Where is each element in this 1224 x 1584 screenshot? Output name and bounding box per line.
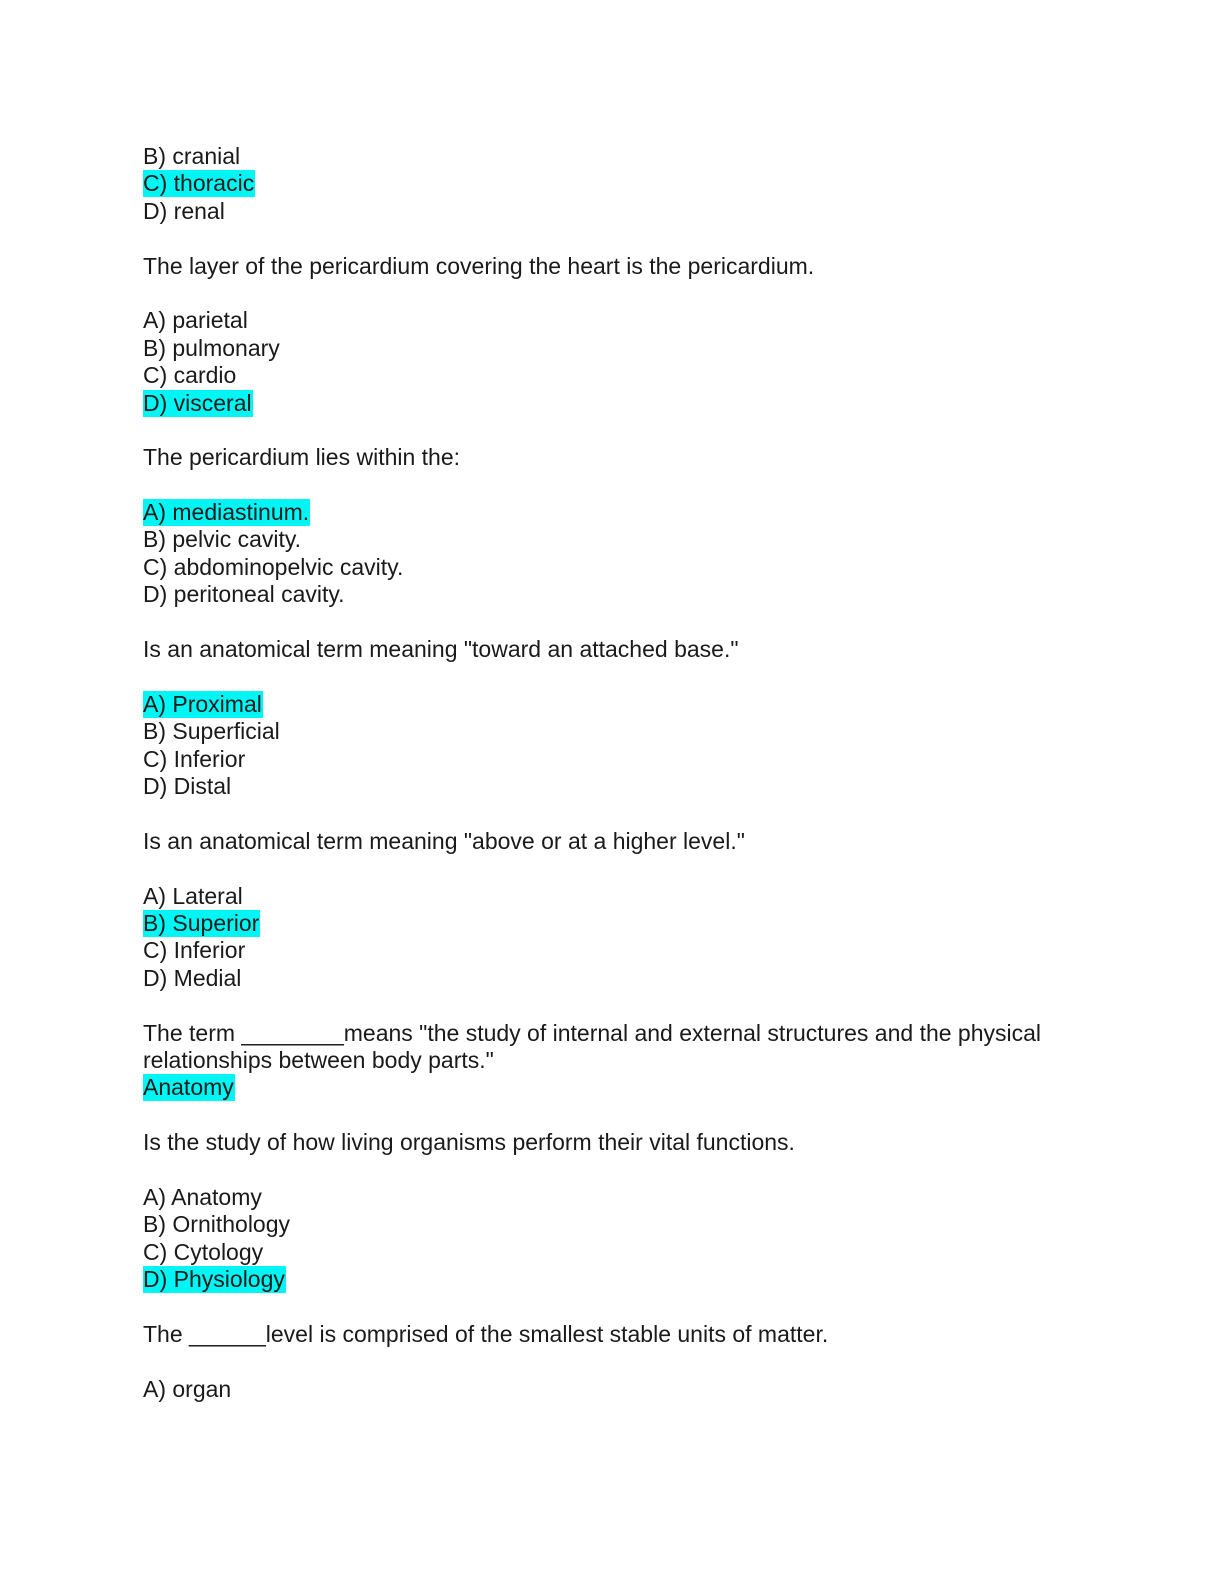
highlighted-answer: D) visceral	[143, 389, 252, 416]
option-text: C) abdominopelvic cavity.	[143, 553, 404, 580]
answer-option	[143, 1184, 1083, 1211]
answer-option	[143, 718, 1083, 745]
option-text: A) Lateral	[143, 882, 243, 909]
option-text: D) peritoneal cavity.	[143, 581, 345, 608]
answer-option	[143, 773, 1083, 800]
option-text: B) pulmonary	[143, 334, 280, 361]
answer-option	[143, 1376, 1083, 1403]
answer-option-correct	[143, 1074, 1083, 1101]
option-text: A) organ	[143, 1375, 232, 1402]
answer-option	[143, 937, 1083, 964]
answer-option	[143, 143, 1083, 170]
answer-option-correct	[143, 1266, 1083, 1293]
highlighted-answer: B) Superior	[143, 909, 260, 936]
answer-option	[143, 554, 1083, 581]
option-text: B) Superficial	[143, 718, 280, 745]
answer-option	[143, 1211, 1083, 1238]
answer-option	[143, 883, 1083, 910]
answer-option	[143, 335, 1083, 362]
option-text: B) pelvic cavity.	[143, 526, 302, 553]
question-text: The ______level is comprised of the smallest stable units of matter.	[143, 1320, 829, 1347]
answer-option	[143, 362, 1083, 389]
answer-option	[143, 526, 1083, 553]
answer-option-correct	[143, 499, 1083, 526]
question-text: The layer of the pericardium covering the heart is the pericardium.	[143, 252, 815, 279]
highlighted-answer: D) Physiology	[143, 1266, 285, 1293]
option-text: D) renal	[143, 197, 225, 224]
option-text: B) cranial	[143, 143, 241, 169]
option-text: B) Ornithology	[143, 1211, 291, 1238]
answer-option-correct	[143, 910, 1083, 937]
option-text: A) parietal	[143, 307, 248, 334]
answer-option	[143, 965, 1083, 992]
answer-option	[143, 198, 1083, 225]
option-text: D) Medial	[143, 964, 242, 991]
question-text: The pericardium lies within the:	[143, 444, 461, 471]
answer-option-correct	[143, 390, 1083, 417]
quiz-content	[143, 143, 1083, 1403]
answer-option	[143, 307, 1083, 334]
option-text: C) Cytology	[143, 1238, 264, 1265]
answer-option	[143, 746, 1083, 773]
answer-option	[143, 1239, 1083, 1266]
question-text: The term ________means "the study of internal and external structures and the physical relationships between body parts."	[143, 1019, 1042, 1073]
answer-option	[143, 581, 1083, 608]
highlighted-answer: A) Proximal	[143, 690, 262, 717]
answer-option-correct	[143, 170, 1083, 197]
option-text: A) Anatomy	[143, 1183, 262, 1210]
option-text: C) Inferior	[143, 745, 246, 772]
option-text: D) Distal	[143, 772, 232, 799]
question-text: Is the study of how living organisms perform their vital functions.	[143, 1129, 795, 1156]
answer-option-correct	[143, 691, 1083, 718]
option-text: C) Inferior	[143, 937, 246, 964]
highlighted-answer: A) mediastinum.	[143, 499, 310, 526]
option-text: C) cardio	[143, 362, 237, 389]
question-text: Is an anatomical term meaning "above or at a higher level."	[143, 827, 745, 854]
highlighted-answer: C) thoracic	[143, 170, 255, 197]
highlighted-answer: Anatomy	[143, 1074, 234, 1101]
question-text: Is an anatomical term meaning "toward an attached base."	[143, 636, 739, 663]
